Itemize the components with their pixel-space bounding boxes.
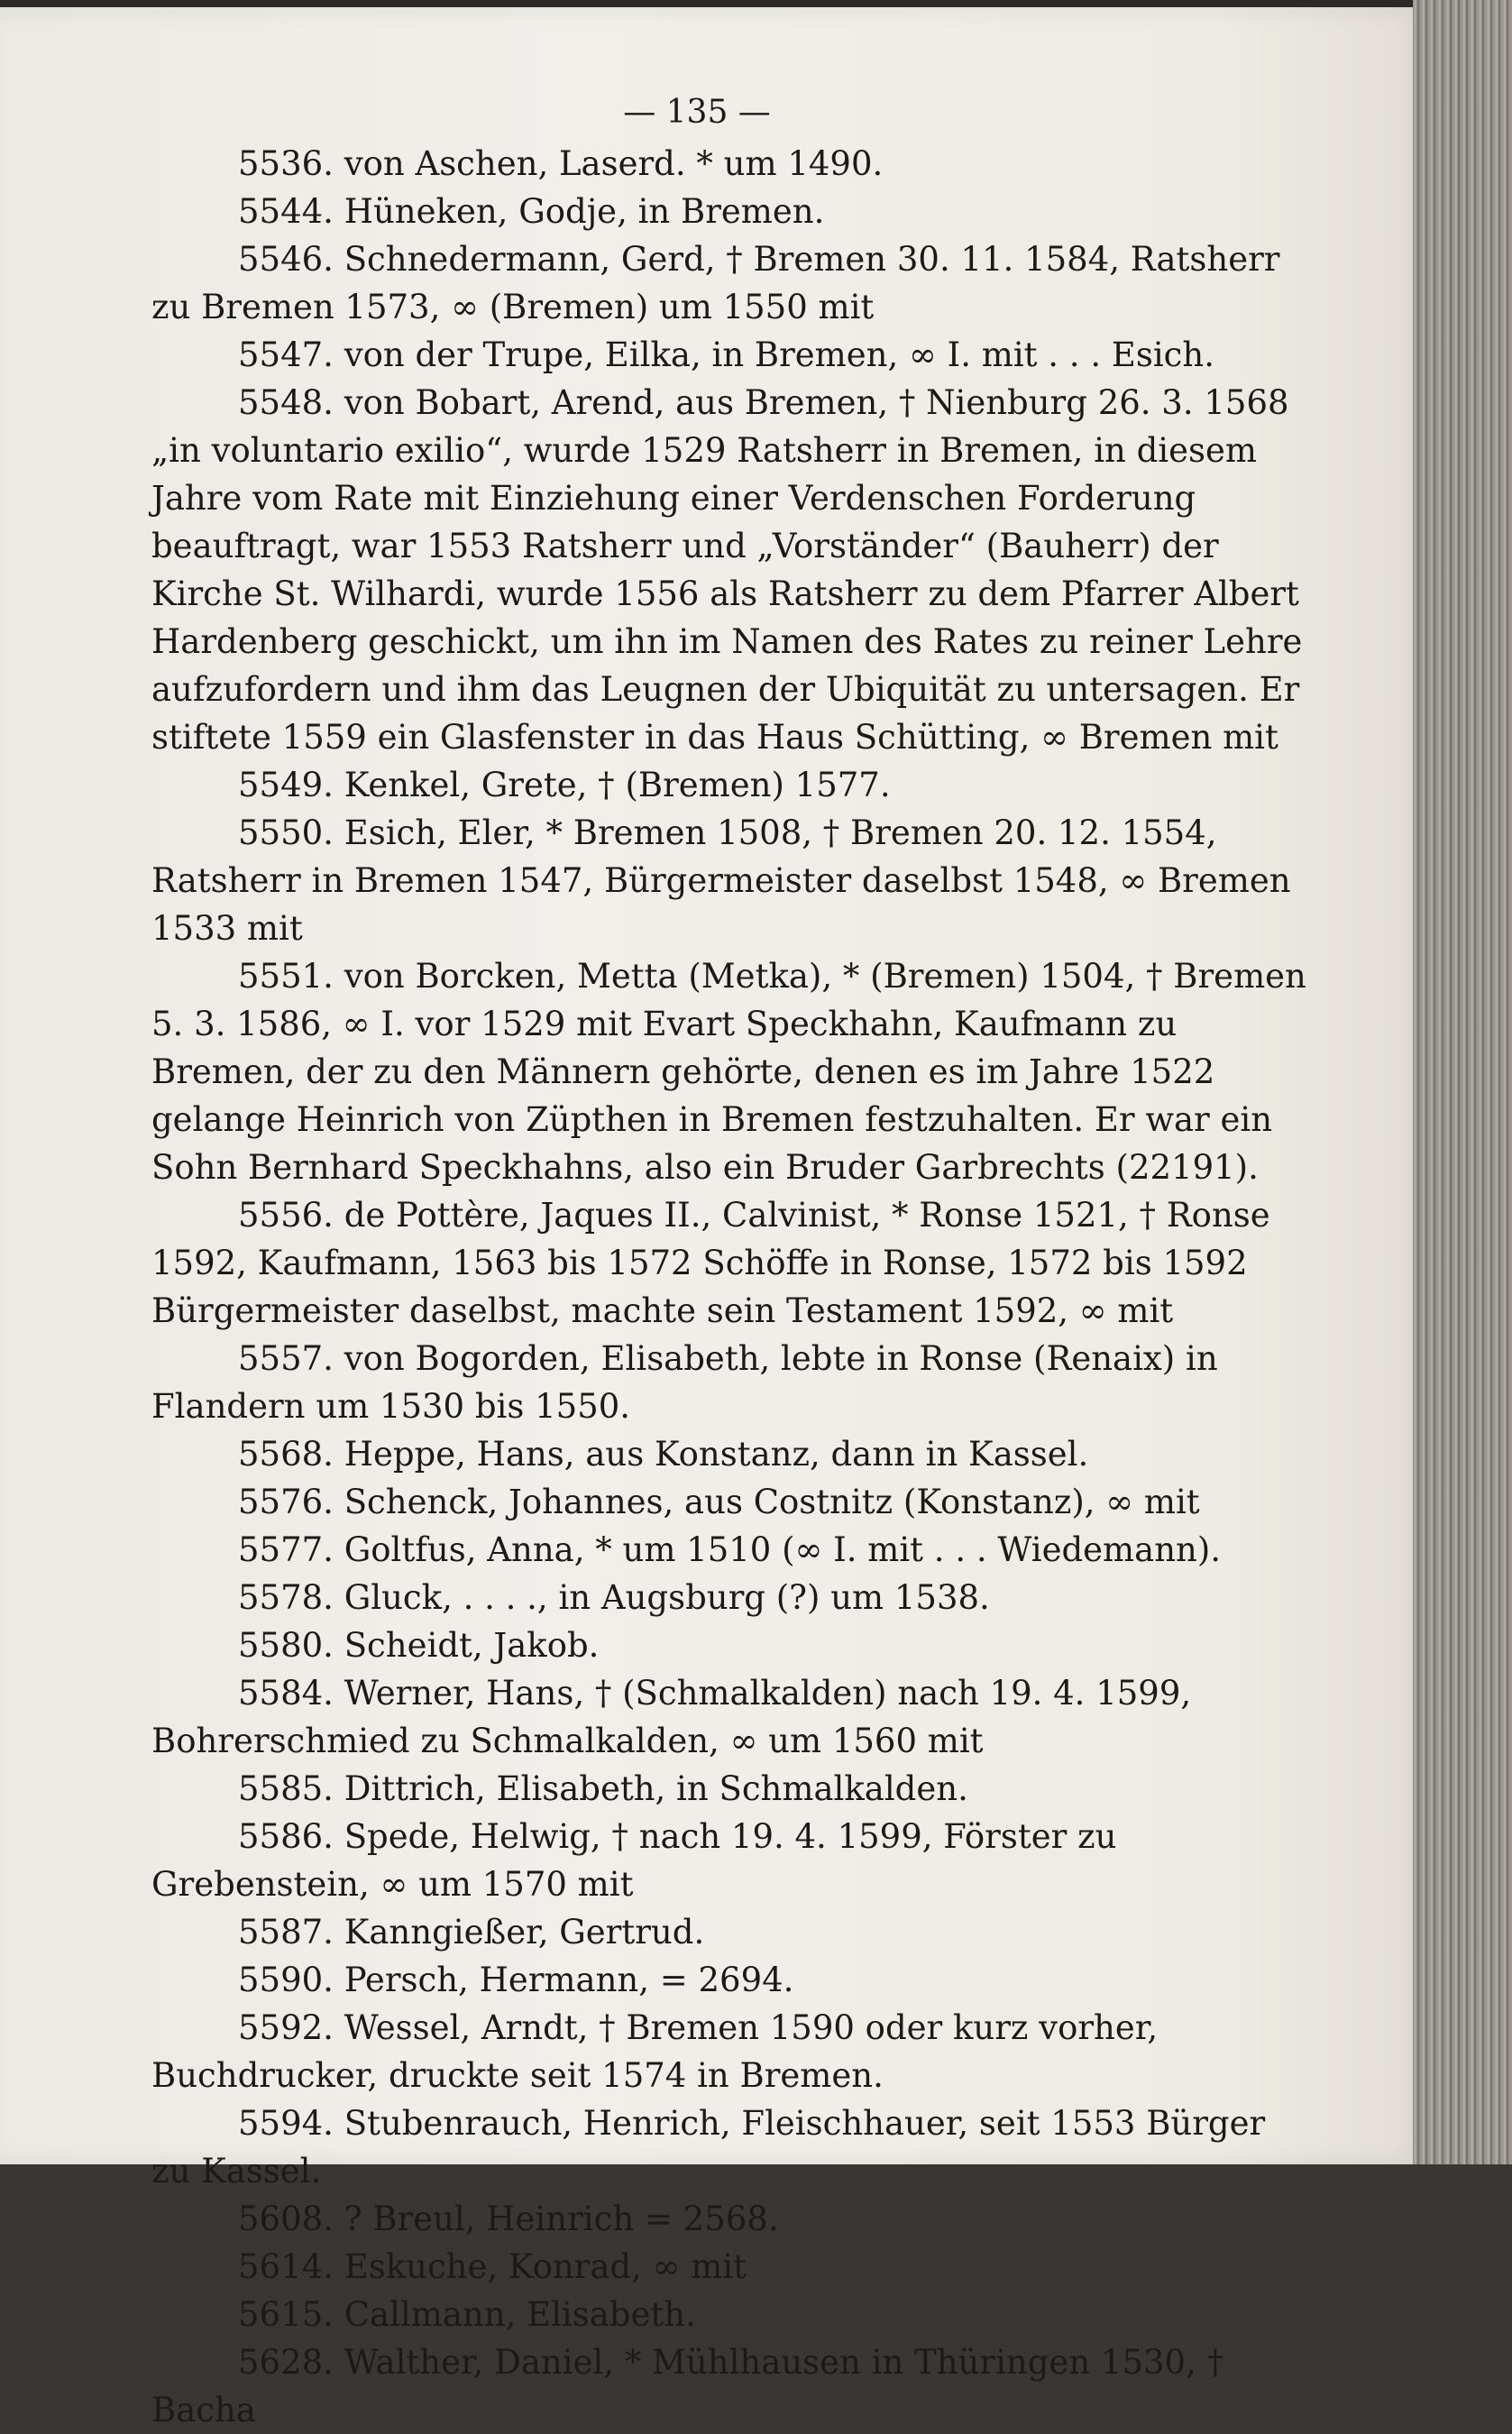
- genealogy-entry: [65, 2099, 1315, 2195]
- entry-text: Persch, Hermann, = 2694.: [344, 1961, 794, 1999]
- genealogy-entry: [65, 1669, 1315, 1765]
- entry-number: 5544.: [238, 192, 334, 231]
- page-number: — 135 —: [623, 94, 771, 131]
- entry-text: Werner, Hans, † (Schmalkalden) nach 19. 4. 1599, Bohrerschmied zu Schmalkalden, ∞ um 1560 mit: [151, 1674, 1192, 1760]
- genealogy-entry: [65, 809, 1315, 952]
- genealogy-entry: [65, 379, 1315, 761]
- entry-text: Heppe, Hans, aus Konstanz, dann in Kassel.: [344, 1435, 1089, 1474]
- entry-number: 5592.: [238, 2008, 334, 2047]
- entry-number: 5587.: [238, 1913, 334, 1952]
- entry-text: Wessel, Arndt, † Bremen 1590 oder kurz vorher, Buchdrucker, druckte seit 1574 in Bremen.: [151, 2008, 1159, 2095]
- entry-number: 5549.: [238, 766, 334, 804]
- entry-number: 5584.: [238, 1674, 334, 1713]
- genealogy-entry: [65, 1335, 1315, 1430]
- entry-text: Goltfus, Anna, * um 1510 (∞ I. mit . . . Wiedemann).: [344, 1530, 1222, 1569]
- entry-number: 5594.: [238, 2104, 334, 2143]
- genealogy-entry: [65, 1813, 1315, 1908]
- genealogy-entry: [65, 1478, 1315, 1526]
- genealogy-entry: [65, 331, 1315, 379]
- entry-number: 5577.: [238, 1530, 334, 1569]
- book-page: [0, 7, 1434, 2429]
- genealogy-entry: [65, 140, 1315, 188]
- entry-text: Walther, Daniel, * Mühlhausen in Thüringen 1530, † Bacha: [151, 2343, 1224, 2429]
- entry-text: Kenkel, Grete, † (Bremen) 1577.: [344, 766, 891, 804]
- genealogy-entry: [65, 761, 1315, 809]
- entry-text: ? Breul, Heinrich = 2568.: [344, 2200, 779, 2238]
- entry-number: 5536.: [238, 144, 334, 183]
- page-text: [151, 88, 1315, 2434]
- genealogy-entry: [65, 2195, 1315, 2243]
- entry-list: [151, 140, 1315, 2434]
- entry-number: 5576.: [238, 1483, 334, 1521]
- entry-text: Hüneken, Godje, in Bremen.: [344, 192, 825, 231]
- entry-number: 5585.: [238, 1769, 334, 1808]
- genealogy-entry: [65, 1191, 1315, 1335]
- genealogy-entry: [65, 1956, 1315, 2004]
- genealogy-entry: [65, 1526, 1315, 1574]
- entry-number: 5547.: [238, 335, 334, 374]
- entry-text: Callmann, Elisabeth.: [344, 2295, 696, 2334]
- genealogy-entry: [65, 1430, 1315, 1478]
- entry-number: 5568.: [238, 1435, 334, 1474]
- entry-number: 5551.: [238, 957, 334, 996]
- entry-text: Eskuche, Konrad, ∞ mit: [344, 2247, 747, 2286]
- entry-text: Spede, Helwig, † nach 19. 4. 1599, Förster zu Grebenstein, ∞ um 1570 mit: [151, 1817, 1117, 1904]
- entry-text: Schenck, Johannes, aus Costnitz (Konstanz), ∞ mit: [344, 1483, 1200, 1521]
- genealogy-entry: [65, 1765, 1315, 1813]
- entry-text: de Pottère, Jaques II., Calvinist, * Ronse 1521, † Ronse 1592, Kaufmann, 1563 bis 1572 Schöffe in Ronse, 1572 bis 1592 Bürgermeister daselbst, machte sein Testament 1592, ∞ mit: [151, 1196, 1270, 1330]
- entry-text: Dittrich, Elisabeth, in Schmalkalden.: [344, 1769, 968, 1808]
- entry-text: Scheidt, Jakob.: [344, 1626, 600, 1665]
- entry-text: von Bobart, Arend, aus Bremen, † Nienburg 26. 3. 1568 „in voluntario exilio“, wurde 1529 Ratsherr in Bremen, in diesem Jahre vom Rate mit Einziehung einer Verdenschen Forderung beauftragt, war 1553 Ratsherr und „Vorständer“ (Bauherr) der Kirche St. Wilhardi, wurde 1556 als Ratsherr zu dem Pfarrer Albert Hardenberg geschickt, um ihn im Namen des Rates zu reiner Lehre aufzufordern und ihm das Leugnen der Ubiquität zu untersagen. Er stiftete 1559 ein Glasfenster in das Haus Schütting, ∞ Bremen mit: [151, 383, 1303, 757]
- entry-number: 5586.: [238, 1817, 334, 1856]
- entry-number: 5548.: [238, 383, 334, 422]
- entry-number: 5578.: [238, 1578, 334, 1617]
- entry-text: Gluck, . . . ., in Augsburg (?) um 1538.: [344, 1578, 990, 1617]
- entry-number: 5590.: [238, 1961, 334, 1999]
- entry-text: von Aschen, Laserd. * um 1490.: [344, 144, 884, 183]
- genealogy-entry: [65, 1621, 1315, 1669]
- genealogy-entry: [65, 2243, 1315, 2291]
- entry-number: 5546.: [238, 240, 334, 279]
- genealogy-entry: [65, 1908, 1315, 1956]
- entry-number: 5556.: [238, 1196, 334, 1235]
- genealogy-entry: [65, 2291, 1315, 2338]
- entry-number: 5628.: [238, 2343, 334, 2382]
- entry-text: Esich, Eler, * Bremen 1508, † Bremen 20. 12. 1554, Ratsherr in Bremen 1547, Bürgermeister daselbst 1548, ∞ Bremen 1533 mit: [151, 813, 1291, 948]
- entry-text: Kanngießer, Gertrud.: [344, 1913, 705, 1952]
- genealogy-entry: [65, 188, 1315, 235]
- entry-number: 5615.: [238, 2295, 334, 2334]
- entry-number: 5614.: [238, 2247, 334, 2286]
- book-gutter: [1413, 0, 1512, 2164]
- entry-number: 5550.: [238, 813, 334, 852]
- entry-number: 5557.: [238, 1339, 334, 1378]
- entry-text: von Bogorden, Elisabeth, lebte in Ronse (Renaix) in Flandern um 1530 bis 1550.: [151, 1339, 1218, 1426]
- genealogy-entry: [65, 952, 1315, 1191]
- genealogy-entry: [65, 2338, 1315, 2434]
- entry-number: 5580.: [238, 1626, 334, 1665]
- genealogy-entry: [65, 1574, 1315, 1621]
- entry-number: 5608.: [238, 2200, 334, 2238]
- entry-text: von der Trupe, Eilka, in Bremen, ∞ I. mit . . . Esich.: [344, 335, 1214, 374]
- genealogy-entry: [65, 2004, 1315, 2099]
- entry-text: Stubenrauch, Henrich, Fleischhauer, seit 1553 Bürger zu Kassel.: [151, 2104, 1266, 2191]
- entry-text: Schnedermann, Gerd, † Bremen 30. 11. 1584, Ratsherr zu Bremen 1573, ∞ (Bremen) um 1550 mit: [151, 240, 1280, 326]
- genealogy-entry: [65, 235, 1315, 331]
- entry-text: von Borcken, Metta (Metka), * (Bremen) 1504, † Bremen 5. 3. 1586, ∞ I. vor 1529 mit Evart Speckhahn, Kaufmann zu Bremen, der zu den Männern gehörte, denen es im Jahre 1522 gelange Heinrich von Züpthen in Bremen festzuhalten. Er war ein Sohn Bernhard Speckhahns, also ein Bruder Garbrechts (22191).: [151, 957, 1306, 1187]
